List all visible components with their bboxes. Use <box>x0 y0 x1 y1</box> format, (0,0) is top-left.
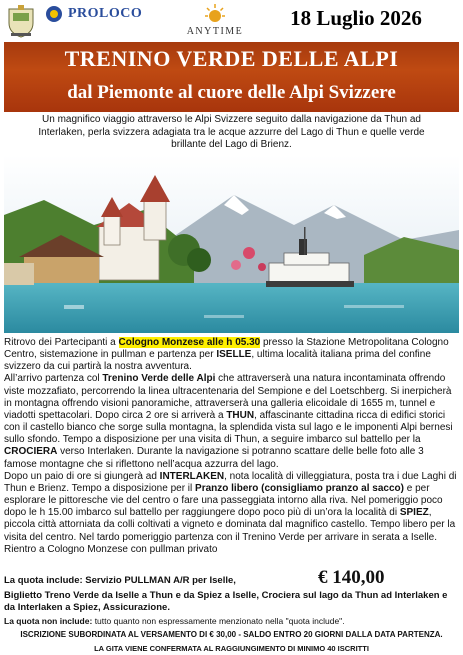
page-title: TRENINO VERDE DELLE ALPI <box>64 46 399 71</box>
itinerary-paragraph-2: All’arrivo partenza col Trenino Verde delle Alpi che attraverserà una natura incontaminata offrendo viste mozzafiato, percorrendo la linea ultracentenaria del Sempione e del Loetschberg. Si inerpicherà in montagna offrendo visioni panoramiche, attraverserà una galleria elicoidale di 1655 m, tunnel e viadotti spettacolari. Dopo circa 2 ore si arriverà a THUN, affascinante cittadina ricca di edifici storici con il castello bianco che sorge sulla montagna, la splendida vista sul lago e le imponenti Alpi bernesi sullo sfondo. Tempo a disposizione per una visita di Thun, a seguire imbarco sul battello per la CROCIERA verso Interlaken. Durante la navigazione si potranno scattare delle belle foto alle 3 famose montagne che si riflettono nell’acqua azzurra del lago. <box>4 373 453 470</box>
itinerary-text <box>4 337 459 556</box>
sun-logo-icon <box>202 2 228 26</box>
header <box>0 0 463 42</box>
meeting-time-highlight: Cologno Monzese alle h 05.30 <box>118 337 261 348</box>
proloco-logo-text: PROLOCO <box>68 6 143 22</box>
town-crest-logo <box>4 3 38 39</box>
itinerary-paragraph-4: Rientro a Cologno Monzese con pullman privato <box>4 543 218 555</box>
anytime-logo <box>174 2 256 40</box>
thun-castle-lake-photo <box>4 155 459 333</box>
proloco-emblem-icon <box>44 4 64 24</box>
confirmation-note: LA GITA VIENE CONFERMATA AL RAGGIUNGIMENTO DI MINIMO 40 ISCRITTI <box>94 644 369 653</box>
registration-note: ISCRIZIONE SUBORDINATA AL VERSAMENTO DI € 30,00 - SALDO ENTRO 20 GIORNI DALLA DATA PARTENZA. <box>20 630 443 639</box>
title-banner <box>4 42 459 112</box>
itinerary-paragraph-1: Ritrovo dei Partecipanti a Cologno Monzese alle h 05.30 presso la Stazione Metropolitana Cologno Centro, sistemazione in pullman e partenza per ISELLE, ultima località italiana prima del confine svizzero da cui partirà la nostra avventura. <box>4 337 449 373</box>
itinerary-paragraph-3: Dopo un paio di ore si giungerà ad INTERLAKEN, nota località di villeggiatura, posta tra i due Laghi di Thun e Brienz. Tempo a disposizione per il Pranzo libero (consigliamo pranzo al sacco) e per esplorare le pittoresche vie del centro o fare una passeggiata intorno alla riva. Nel pomeriggio poco dopo le h 15.00 imbarco sul battello per raggiungere dopo poco più di un’ora la località di SPIEZ, piccola città attorniata da colli coltivati a vigneto e dominata dal magnifico castello. Tempo libero per la visita del centro. Nel tardo pomeriggio partenza con il Trenino Verde per arrivare in serata a Iselle. <box>4 470 457 543</box>
intro-text: Un magnifico viaggio attraverso le Alpi Svizzere seguito dalla navigazione da Thun ad Interlaken, perla svizzera adagiata tra le acque azzurre del Lago di Thun e quelle verde brillante del Lago di Brienz. <box>38 114 425 150</box>
includes-details: Biglietto Treno Verde da Iselle a Thun e da Spiez a Iselle, Crociera sul lago da Thun ad Interlaken e da Interlaken a Spiez, Assicurazione. <box>4 589 448 613</box>
page-subtitle: dal Piemonte al cuore delle Alpi Svizzere <box>67 82 396 103</box>
quota-info: La quota include: Servizio PULLMAN A/R per Iselle, Biglietto Treno Verde da Iselle a Thun e da Spiez a Iselle, Crociera sul lago da Thun ad Interlaken e da Interlaken a Spiez, Assicurazione. La quota non include: tutto quanto non espressamente menzionato nella "quota include". <box>4 575 459 625</box>
anytime-logo-text: ANYTIME <box>186 26 244 37</box>
excludes-label: La quota non include: <box>4 615 93 626</box>
includes-label: La quota include: <box>4 575 83 586</box>
trip-date: 18 Luglio 2026 <box>290 6 422 30</box>
proloco-logo <box>44 4 154 26</box>
price: € 140,00 <box>318 567 385 588</box>
